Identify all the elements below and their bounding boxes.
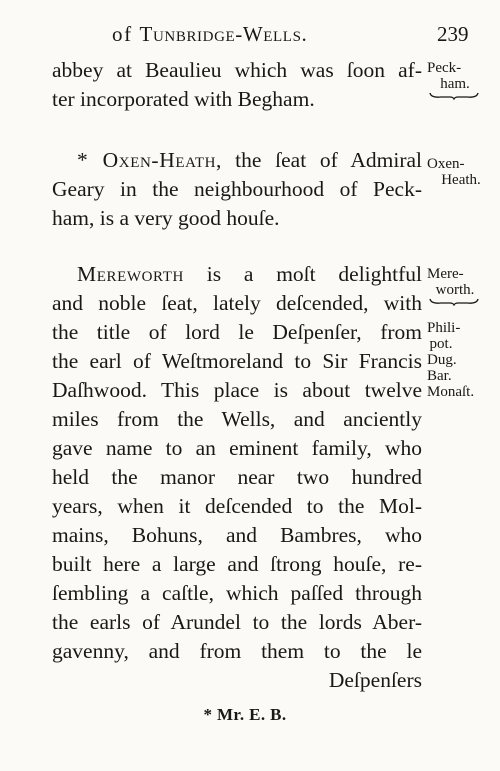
margin-note-line: Heath. [441, 172, 481, 188]
brace-icon [429, 92, 479, 100]
margin-notes [427, 60, 497, 400]
text-line: gave name to an eminent family, who [52, 436, 422, 460]
text-line: gavenny, and from them to the le [52, 639, 422, 663]
margin-note-peckham [427, 60, 497, 100]
margin-note-line: pot. [429, 336, 453, 352]
text-line-lead: Mereworth is a moſt delightful [77, 262, 422, 286]
text-line: the earls of Arundel to the lords Aber- [52, 610, 422, 634]
text-line: and noble ſeat, lately deſcended, with [52, 291, 422, 315]
margin-note-oxen-heath [427, 156, 497, 188]
margin-note-sources [427, 320, 497, 400]
brace-icon [429, 298, 479, 306]
margin-note-line: Bar. [427, 368, 452, 384]
page-number: 239 [437, 22, 469, 46]
paragraph-oxen-heath [52, 146, 422, 233]
text-line: years, when it deſcended to the Mol- [52, 494, 422, 518]
margin-note-line: Phili- [427, 320, 461, 336]
footnote [0, 705, 500, 725]
margin-note-line: worth. [435, 282, 475, 298]
margin-note-line: Peck- [427, 60, 462, 76]
margin-note-line: Oxen- [427, 156, 465, 172]
paragraph-mereworth [52, 260, 422, 695]
text-line: ham, is a very good houſe. [52, 206, 280, 230]
catchword: Deſpenſers [328, 668, 422, 692]
running-head [0, 22, 500, 52]
paragraph-beaulieu [52, 56, 422, 114]
margin-note-line: Dug. [427, 352, 457, 368]
text-line-lead: * Oxen-Heath, the ſeat of Admiral [77, 148, 422, 172]
text-line: mains, Bohuns, and Bambres, who [52, 523, 422, 547]
text-line: ter incorporated with Begham. [52, 87, 315, 111]
running-title-place: Tunbridge-Wells. [139, 22, 308, 46]
text-line: held the manor near two hundred [52, 465, 422, 489]
lead-in-smallcaps: Mereworth [77, 262, 184, 286]
text-line: built here a large and ſtrong houſe, re- [52, 552, 422, 576]
text-line: the earl of Weſtmoreland to Sir Francis [52, 349, 422, 373]
text-line: miles from the Wells, and anciently [52, 407, 422, 431]
body-text [52, 56, 422, 706]
running-title-of: of [112, 22, 140, 46]
footnote-text: * Mr. E. B. [203, 705, 287, 724]
margin-note-line: ham. [440, 76, 470, 92]
text-line: Geary in the neighbourhood of Peck- [52, 177, 422, 201]
text-line: abbey at Beaulieu which was ſoon af- [52, 58, 422, 82]
margin-note-line: Monaſt. [427, 384, 475, 400]
lead-in-smallcaps: * Oxen-Heath [77, 148, 217, 172]
running-title [112, 22, 307, 47]
text-line: Daſhwood. This place is about twelve [52, 378, 422, 402]
text-line: ſembling a caſtle, which paſſed through [52, 581, 422, 605]
margin-note-mereworth [427, 266, 497, 306]
text-line: the title of lord le Deſpenſer, from [52, 320, 422, 344]
margin-note-line: Mere- [427, 266, 464, 282]
